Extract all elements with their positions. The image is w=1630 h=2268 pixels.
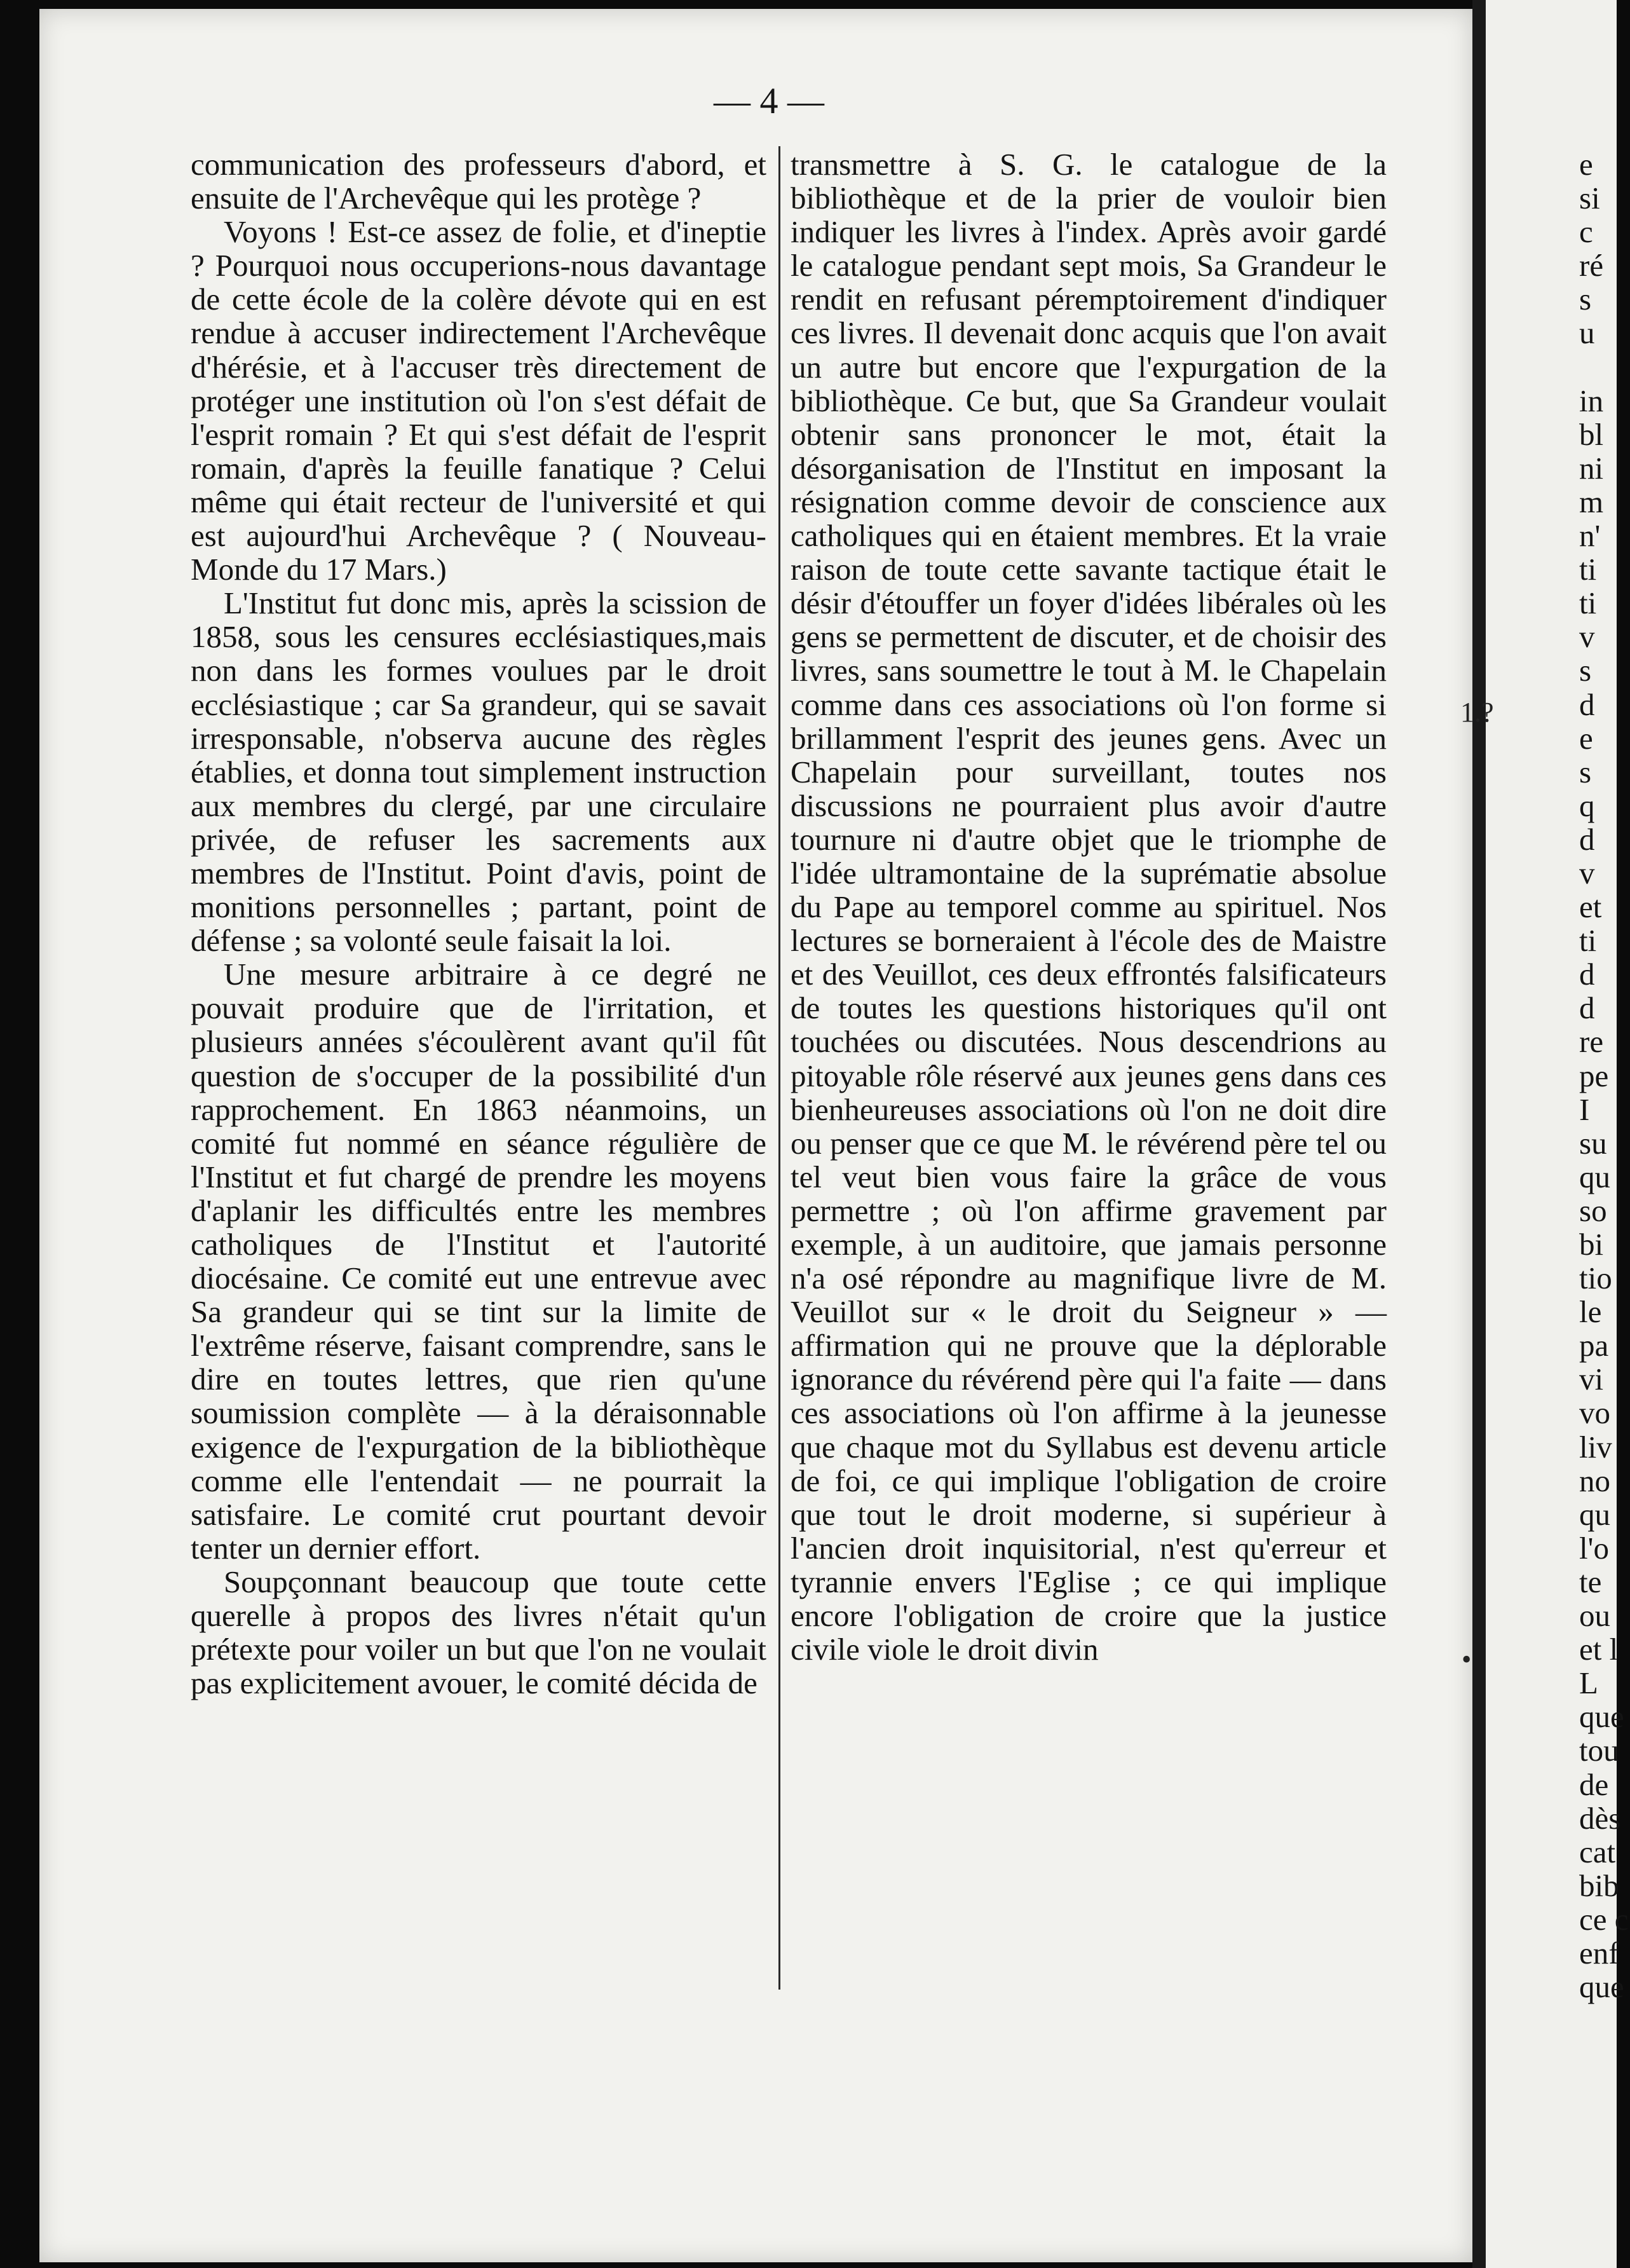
text-fragment: cat — [1579, 1834, 1616, 1869]
adjacent-page-text-fragments — [1579, 147, 1630, 2004]
page-number: — 4 — — [714, 80, 824, 121]
text-fragment: ce c — [1579, 1901, 1629, 1937]
text-fragment: ti — [1579, 585, 1597, 621]
text-fragment: d — [1579, 821, 1595, 857]
text-fragment: pa — [1579, 1328, 1609, 1363]
text-fragment: l'o — [1579, 1530, 1609, 1566]
text-fragment: ré — [1579, 248, 1604, 284]
text-fragment: d — [1579, 990, 1595, 1026]
text-fragment: dès — [1579, 1800, 1621, 1836]
left-column — [191, 147, 766, 1700]
text-fragment: liv — [1579, 1429, 1612, 1465]
text-fragment: in — [1579, 383, 1604, 418]
text-fragment: qu — [1579, 1496, 1610, 1532]
text-fragment: n' — [1579, 518, 1601, 554]
text-fragment: ti — [1579, 552, 1597, 587]
text-fragment: qu — [1579, 1159, 1610, 1194]
paragraph: L'Institut fut donc mis, après la scission de 1858, sous les censures ecclésiastiques,mais non dans les formes voulues par le droit ecclésiastique ; car Sa grandeur, qui se savait irresponsable, n'observa aucune des règles établies, et donna tout simplement instruction aux membres du clergé, par une circulaire privée, de refuser les sacrements aux membres de l'Institut. Point d'avis, point de monitions personnelles ; partant, point de défense ; sa volonté seule faisait la loi. — [191, 585, 766, 959]
paragraph: Soupçonnant beaucoup que toute cette querelle à propos des livres n'était qu'un prétexte pour voiler un but que l'on ne voulait pas explicitement avouer, le comité décida de — [191, 1564, 766, 1701]
text-fragment: te — [1579, 1564, 1602, 1599]
text-fragment: u — [1579, 315, 1595, 351]
text-fragment: bib — [1579, 1868, 1619, 1903]
text-fragment: re — [1579, 1024, 1604, 1060]
text-fragment: si — [1579, 181, 1600, 216]
text-fragment: s — [1579, 653, 1592, 688]
text-fragment: s — [1579, 282, 1592, 317]
text-fragment: c — [1579, 214, 1593, 250]
column-divider — [778, 146, 780, 1990]
text-fragment: ou — [1579, 1598, 1610, 1634]
text-fragment: vi — [1579, 1362, 1604, 1397]
text-fragment: I — [1579, 1091, 1590, 1127]
text-fragment: le — [1579, 1294, 1602, 1330]
text-fragment: no — [1579, 1463, 1610, 1498]
text-fragment: L — [1579, 1665, 1598, 1701]
paragraph: Une mesure arbitraire à ce degré ne pouvait produire que de l'irritation, et plusieurs années s'écoulèrent avant qu'il fût question de s'occuper de la possibilité d'un rapprochement. En 1863 néanmoins, un comité fut nommé en séance régulière de l'Institut et fut chargé de prendre les moyens d'aplanir les difficultés entre les membres catholiques de l'Institut et l'autorité diocésaine. Ce comité eut une entrevue avec Sa grandeur qui se tint sur la limite de l'extrême réserve, faisant comprendre, sans le dire en toutes lettres, que rien qu'une soumission complète — à la déraisonnable exigence de l'expurgation de la bibliothèque comme elle l'entendait — ne pourrait la satisfaire. Le comité crut pourtant devoir tenter un dernier effort. — [191, 957, 766, 1566]
margin-mark: 1.? — [1460, 697, 1494, 728]
text-fragment: de — [1579, 1766, 1609, 1802]
binding-gutter — [1472, 0, 1486, 2268]
text-fragment: tio — [1579, 1260, 1612, 1296]
text-fragment: bl — [1579, 416, 1604, 452]
text-fragment — [1579, 350, 1630, 384]
text-fragment: et l — [1579, 1632, 1619, 1667]
text-fragment: tou — [1579, 1733, 1619, 1768]
text-fragment: v — [1579, 855, 1595, 891]
text-fragment: s — [1579, 754, 1592, 789]
text-fragment: enf — [1579, 1935, 1619, 1971]
text-fragment: ni — [1579, 450, 1604, 486]
margin-mark: • — [1462, 1644, 1472, 1675]
paragraph: communication des professeurs d'abord, et ensuite de l'Archevêque qui les protège ? — [191, 147, 766, 216]
text-fragment: v — [1579, 619, 1595, 655]
text-fragment: e — [1579, 720, 1593, 756]
text-fragment: que — [1579, 1699, 1624, 1735]
text-fragment: d — [1579, 687, 1595, 722]
text-fragment: e — [1579, 147, 1593, 182]
text-fragment: d — [1579, 957, 1595, 992]
text-fragment: ti — [1579, 923, 1597, 959]
text-fragment: que — [1579, 1969, 1624, 2005]
text-fragment: q — [1579, 788, 1595, 823]
paragraph: transmettre à S. G. le catalogue de la bibliothèque et de la prier de vouloir bien indiquer les livres à l'index. Après avoir gardé le catalogue pendant sept mois, Sa Grandeur le rendit en refusant péremptoirement d'indiquer ces livres. Il devenait donc acquis que l'on avait un autre but encore que l'expurgation de la bibliothèque. Ce but, que Sa Grandeur voulait obtenir sans prononcer le mot, était la désorganisation de l'Institut en imposant la résignation comme devoir de conscience aux catholiques qui en étaient membres. Et la vraie raison de toute cette savante tactique était le désir d'étouffer un foyer d'idées libérales où les gens se permettent de discuter, et de choisir des livres, sans soumettre le tout à M. le Chapelain comme dans ces associations où l'on forme si brillamment l'esprit des jeunes gens. Avec un Chapelain pour surveillant, toutes nos discussions ne pourraient plus avoir d'autre tournure ni d'autre objet que le triomphe de l'idée ultramontaine de la suprématie absolue du Pape au temporel comme au spirituel. Nos lectures se borneraient à l'école des de Maistre et des Veuillot, ces deux effrontés falsificateurs de toutes les questions historiques qu'il ont touchées ou discutées. Nous descendrions au pitoyable rôle réservé aux jeunes gens dans ces bienheureuses associations où l'on ne doit dire ou penser que ce que M. le révérend père tel ou tel veut bien vous faire la grâce de vous permettre ; où l'on affirme gravement par exemple, à un auditoire, que jamais personne n'a osé répondre au magnifique livre de M. Veuillot sur « le droit du Seigneur » — affirmation qui ne prouve que la déplorable ignorance du révérend père qui l'a faite — dans ces associations où l'on affirme à la jeunesse que chaque mot du Syllabus est devenu article de foi, ce qui implique l'obligation de croire que tout le droit moderne, si supérieur à l'ancien droit inquisitorial, n'est qu'erreur et tyrannie envers l'Eglise ; ce qui implique encore l'obligation de croire que la justice civile viole le droit divin — [791, 147, 1387, 1667]
text-fragment: vo — [1579, 1395, 1610, 1431]
middle-column — [791, 147, 1387, 1666]
text-fragment: bi — [1579, 1227, 1604, 1262]
text-fragment: et — [1579, 889, 1602, 925]
paragraph: Voyons ! Est-ce assez de folie, et d'ineptie ? Pourquoi nous occuperions-nous davantage de cette école de la colère dévote qui en est rendue à accuser indirectement l'Archevêque d'hérésie, et à l'accuser très directement de protéger une institution où l'on s'est défait de l'esprit romain ? Et qui s'est défait de l'esprit romain, d'après la feuille fanatique ? Celui même qui était recteur de l'université et qui est aujourd'hui Archevêque ? ( Nouveau-Monde du 17 Mars.) — [191, 214, 766, 587]
text-fragment: su — [1579, 1125, 1607, 1161]
text-fragment: m — [1579, 484, 1604, 519]
text-fragment: pe — [1579, 1058, 1609, 1093]
text-fragment: so — [1579, 1192, 1607, 1228]
